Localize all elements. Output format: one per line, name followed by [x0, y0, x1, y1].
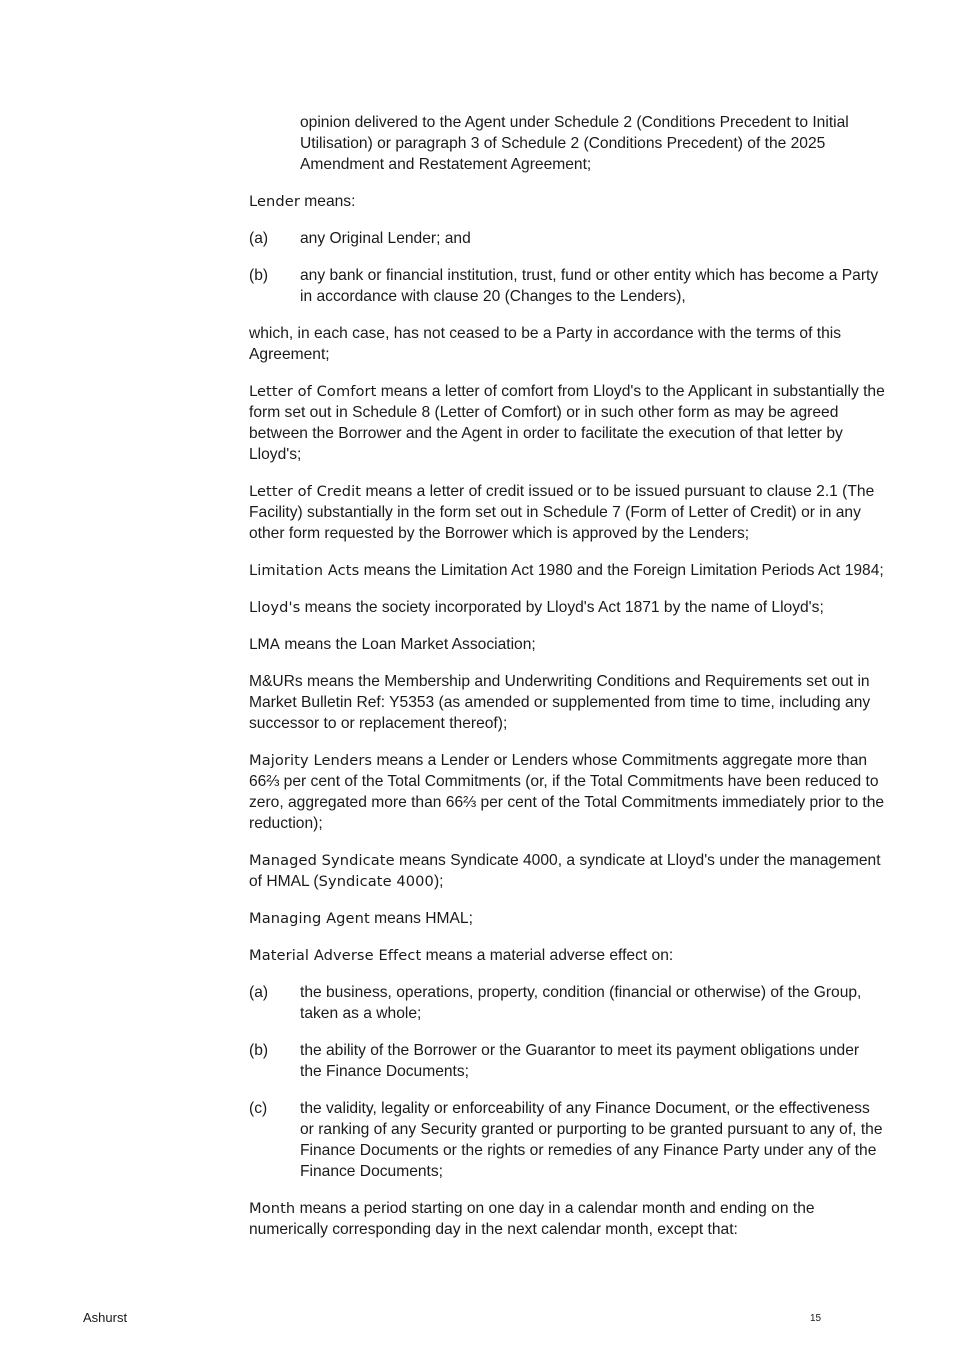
list-item-text: any bank or financial institution, trust, fund or other entity which has become a Party in accordance with clause 20 (Changes to the Lenders), — [300, 267, 879, 305]
continued-paragraph: opinion delivered to the Agent under Schedule 2 (Conditions Precedent to Initial Utilisation) or paragraph 3 of Schedule 2 (Conditions Precedent) of the 2025 Amendment and Restatement Agreement; — [300, 114, 849, 173]
definition-text: means a letter of comfort from Lloyd's to the Applicant in substantially the form set out in Schedule 8 (Letter of Comfort) or in such other form as may be agreed between the Borrower and the Agent in order to facilitate the execution of that letter by Lloyd's; — [249, 383, 885, 463]
list-item-text: the business, operations, property, condition (financial or otherwise) of the Group, taken as a whole; — [300, 984, 862, 1022]
list-item-text: the ability of the Borrower or the Guarantor to meet its payment obligations under the Finance Documents; — [300, 1042, 860, 1080]
definition-text: means a period starting on one day in a calendar month and ending on the numerically corresponding day in the next calendar month, except that: — [249, 1200, 815, 1238]
list-item — [249, 982, 885, 1024]
defined-term: Month — [249, 1200, 296, 1217]
defined-term: M&URs — [249, 673, 303, 690]
defined-term: Material Adverse Effect — [249, 947, 422, 964]
definition-text: means: — [299, 193, 356, 210]
definition-lma — [249, 634, 885, 655]
definition-letter-of-comfort — [249, 381, 885, 465]
definition-murs — [249, 671, 885, 734]
page-number: 15 — [810, 1313, 822, 1324]
definition-material-adverse-effect — [249, 945, 885, 966]
list-item — [249, 1040, 885, 1082]
definition-month — [249, 1198, 885, 1240]
list-item-text: any Original Lender; and — [300, 230, 471, 247]
defined-term: Lloyd's — [249, 599, 301, 616]
document-body — [249, 112, 885, 1256]
definition-text: means the Membership and Underwriting Conditions and Requirements set out in Market Bulletin Ref: Y5353 (as amended or supplemented from time to time, including any successor to or replacement thereof); — [249, 673, 871, 732]
definition-text: means the society incorporated by Lloyd's Act 1871 by the name of Lloyd's; — [300, 599, 824, 616]
defined-term: Majority Lenders — [249, 752, 373, 769]
definition-lender — [249, 191, 885, 212]
inline-defined-term: Syndicate 4000 — [318, 873, 434, 890]
defined-term: Letter of Comfort — [249, 383, 377, 400]
definition-managing-agent — [249, 908, 885, 929]
defined-term: Letter of Credit — [249, 483, 362, 500]
definition-majority-lenders — [249, 750, 885, 834]
list-item-text: the validity, legality or enforceability of any Finance Document, or the effectiveness or ranking of any Security granted or purporting to be granted pursuant to any of, the Finance Documents or the rights or remedies of any Finance Party under any of the Finance Documents; — [300, 1100, 883, 1180]
footer-firm-name: Ashurst — [83, 1310, 128, 1325]
definition-text: means HMAL; — [369, 910, 473, 927]
definition-text: means a material adverse effect on: — [421, 947, 674, 964]
definition-closing: which, in each case, has not ceased to be a Party in accordance with the terms of this Agreement; — [249, 325, 842, 363]
defined-term: LMA — [249, 636, 281, 653]
definition-lloyds — [249, 597, 885, 618]
list-item-label: (b) — [249, 1042, 269, 1059]
defined-term: Limitation Acts — [249, 562, 360, 579]
list-item — [249, 265, 885, 307]
definition-text: ); — [433, 873, 444, 890]
definition-letter-of-credit — [249, 481, 885, 544]
defined-term: Lender — [249, 193, 300, 210]
definition-text: means Syndicate 4000, a syndicate at Lloyd's under the management of HMAL ( — [249, 852, 881, 890]
list-item-label: (a) — [249, 230, 269, 247]
definition-text: means the Limitation Act 1980 and the Foreign Limitation Periods Act 1984; — [359, 562, 884, 579]
definition-text: means the Loan Market Association; — [280, 636, 536, 653]
definition-text: means a Lender or Lenders whose Commitments aggregate more than 66⅔ per cent of the Total Commitments (or, if the Total Commitments have been reduced to zero, aggregated more than 66⅔ per cent of the Total Commitments immediately prior to the reduction); — [249, 752, 885, 832]
defined-term: Managed Syndicate — [249, 852, 395, 869]
definition-managed-syndicate — [249, 850, 885, 892]
definition-limitation-acts — [249, 560, 885, 581]
list-item — [249, 1098, 885, 1182]
definition-text: means a letter of credit issued or to be issued pursuant to clause 2.1 (The Facility) substantially in the form set out in Schedule 7 (Form of Letter of Credit) or in any other form requested by the Borrower which is approved by the Lenders; — [249, 483, 875, 542]
list-item-label: (c) — [249, 1100, 268, 1117]
list-item-label: (b) — [249, 267, 269, 284]
defined-term: Managing Agent — [249, 910, 370, 927]
list-item-label: (a) — [249, 984, 269, 1001]
list-item — [249, 228, 885, 249]
